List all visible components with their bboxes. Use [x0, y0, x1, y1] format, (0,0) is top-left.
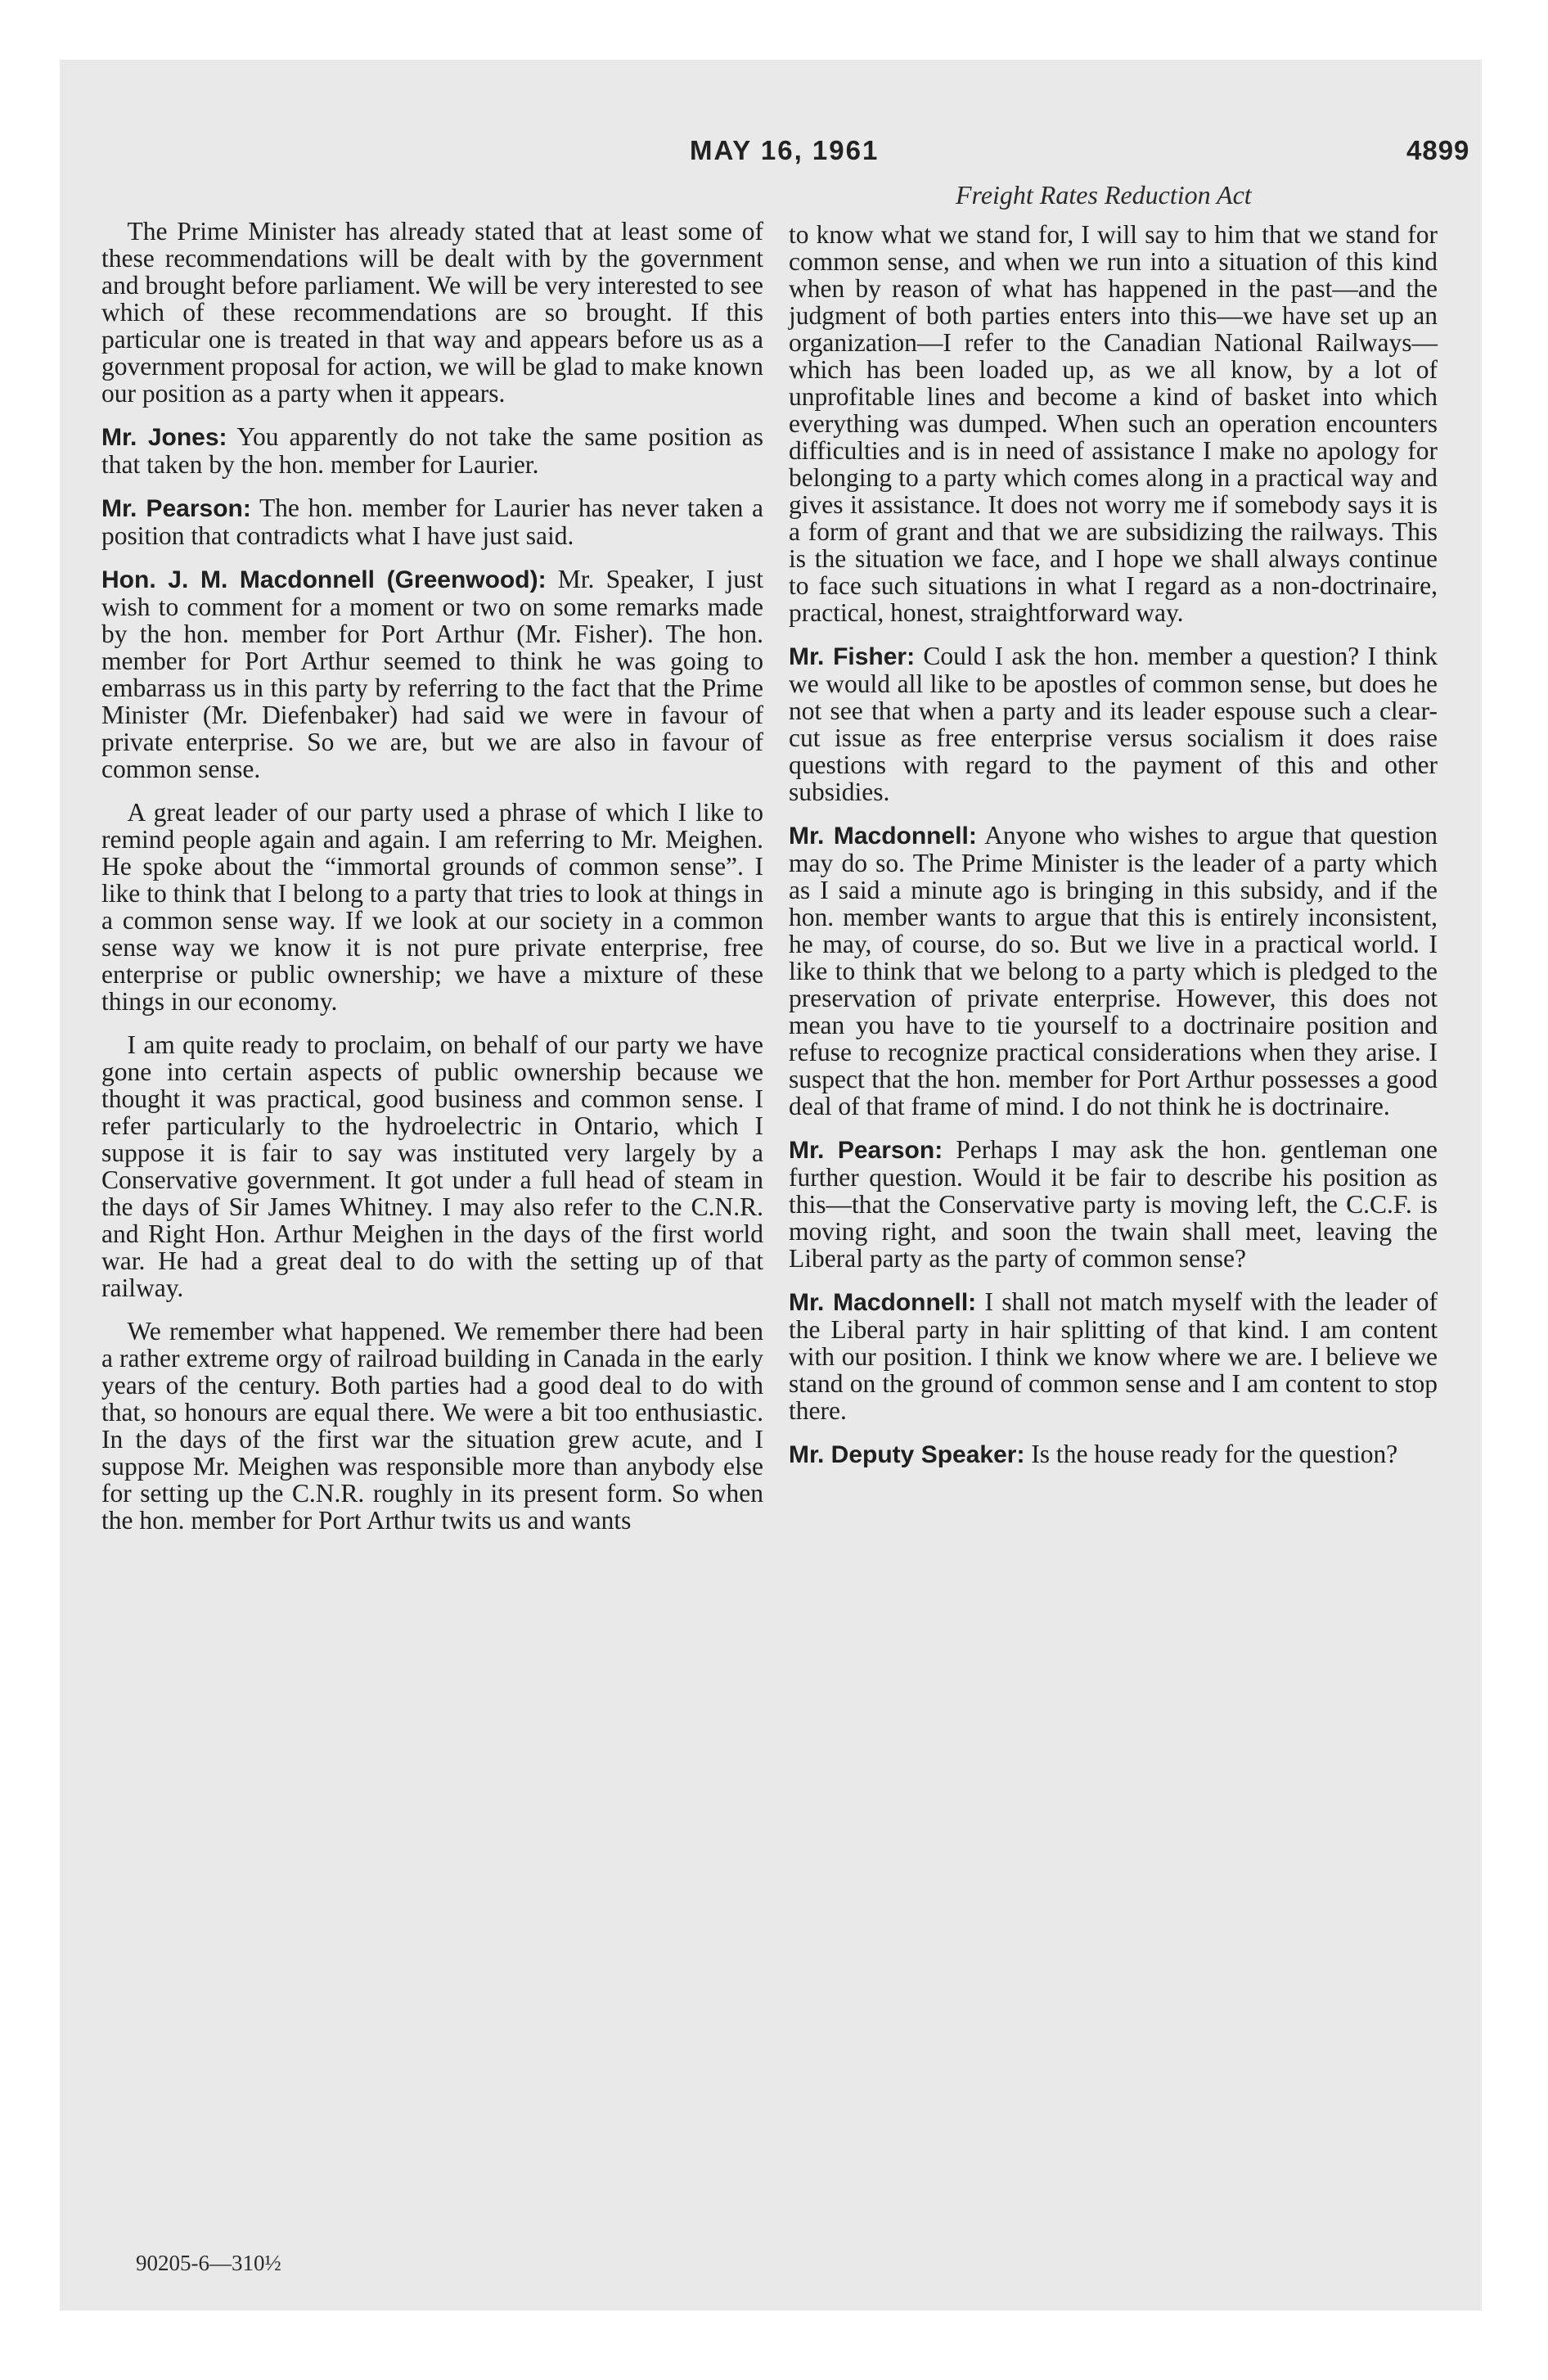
speech-text: The hon. member for Laurier has never taken a position that contradicts what I have just said.	[101, 494, 764, 550]
speech-text: Anyone who wishes to argue that question may do so. The Prime Minister is the leader of a party which as I said a minute ago is bringing in this subsidy, and if the hon. member wants to argue that this is entirely inconsistent, he may, of course, do so. But we live in a practical world. I like to think that we belong to a party which is pledged to the preservation of private enterprise. However, this does not mean you have to tie yourself to a doctrinaire position and refuse to recognize practical considerations when they arise. I suspect that the hon. member for Port Arthur possesses a good deal of that frame of mind. I do not think he is doctrinaire.	[789, 821, 1438, 1120]
speech-paragraph	[789, 642, 1438, 805]
paragraph-text: to know what we stand for, I will say to him that we stand for common sense, and when we run into a situation of this kind when by reason of what has happened in the past—and the judgment of both parties enters into this—we have set up an organization—I refer to the Canadian National Railways—which has been loaded up, as we all know, by a lot of unprofitable lines and become a kind of basket into which everything was dumped. When such an operation encounters difficulties and is in need of assistance I make no apology for belonging to a party which comes along in a practical way and gives it assistance. It does not worry me if somebody says it is a form of grant and that we are subsidizing the railways. This is the situation we face, and I hope we shall always continue to face such situations in what I regard as a non-doctrinaire, practical, honest, straightforward way.	[789, 220, 1438, 627]
left-column	[101, 218, 763, 1550]
paragraph-text: The Prime Minister has already stated that at least some of these recommendations will be dealt with by the government and brought before parliament. We will be very interested to see which of these recommendations are so brought. If this particular one is treated in that way and appears before us as a government proposal for action, we will be glad to make known our position as a party when it appears.	[101, 217, 763, 408]
paragraph	[101, 1318, 763, 1534]
speech-text: Mr. Speaker, I just wish to comment for a moment or two on some remarks made by the hon. member for Port Arthur (Mr. Fisher). The hon. member for Port Arthur seemed to think he was going to embarrass us in this party by referring to the fact that the Prime Minister (Mr. Diefenbaker) had said we were in favour of private enterprise. So we are, but we are also in favour of common sense.	[101, 565, 763, 783]
running-head-subject: Freight Rates Reduction Act	[956, 180, 1252, 210]
speech-text: You apparently do not take the same position as that taken by the hon. member for Laurier.	[101, 422, 763, 479]
speaker-name: Mr. Pearson:	[101, 495, 251, 522]
paragraph	[101, 1031, 763, 1301]
speaker-name: Mr. Jones:	[101, 424, 227, 451]
paragraph-text: We remember what happened. We remember there had been a rather extreme orgy of railroad building in Canada in the early years of the century. Both parties had a good deal to do with that, so honours are equal there. We were a bit too enthusiastic. In the days of the first war the situation grew acute, and I suppose Mr. Meighen was responsible more than anybody else for setting up the C.N.R. roughly in its present form. So when the hon. member for Port Arthur twits us and wants	[101, 1317, 763, 1535]
speech-text: Could I ask the hon. member a question? I think we would all like to be apostles of common sense, but does he not see that when a party and its leader espouse such a clear-cut issue as free enterprise versus socialism it does raise questions with regard to the payment of this and other subsidies.	[789, 642, 1438, 806]
page-number: 4899	[1406, 135, 1470, 165]
paragraph-text: A great leader of our party used a phrase of which I like to remind people again and again. I am referring to Mr. Meighen. He spoke about the “immortal grounds of common sense”. I like to think that I belong to a party that tries to look at things in a common sense way. If we look at our society in a common sense way we know it is not pure private enterprise, free enterprise or public ownership; we have a mixture of these things in our economy.	[101, 798, 763, 1016]
speech-paragraph	[101, 494, 763, 549]
speech-paragraph	[789, 1440, 1438, 1468]
speech-text: Is the house ready for the question?	[1031, 1440, 1398, 1468]
paragraph	[101, 218, 763, 407]
speech-paragraph	[789, 1136, 1438, 1272]
speech-paragraph	[789, 822, 1438, 1120]
speech-paragraph	[789, 1288, 1438, 1424]
speaker-name: Mr. Macdonnell:	[789, 823, 977, 850]
page-date: MAY 16, 1961	[690, 135, 880, 165]
paragraph-text: I am quite ready to proclaim, on behalf of our party we have gone into certain aspects of public ownership because we thought it was practical, good business and common sense. I refer particularly to the hydroelectric in Ontario, which I suppose it is fair to say was instituted very largely by a Conservative government. It got under a full head of steam in the days of Sir James Whitney. I may also refer to the C.N.R. and Right Hon. Arthur Meighen in the days of the first world war. He had a great deal to do with the setting up of that railway.	[101, 1030, 763, 1302]
speaker-name: Mr. Fisher:	[789, 643, 916, 670]
paragraph	[101, 799, 763, 1015]
speech-text: Perhaps I may ask the hon. gentleman one further question. Would it be fair to describe his position as this—that the Conservative party is moving left, the C.C.F. is moving right, and soon the twain shall meet, leaving the Liberal party as the party of common sense?	[789, 1135, 1438, 1273]
right-column	[789, 221, 1438, 1485]
speaker-name: Mr. Deputy Speaker:	[789, 1441, 1025, 1468]
speech-paragraph	[101, 423, 763, 478]
speaker-name: Mr. Pearson:	[789, 1137, 943, 1164]
speaker-name: Mr. Macdonnell:	[789, 1289, 977, 1316]
speech-text: I shall not match myself with the leader of the Liberal party in hair splitting of that kind. I am content with our position. I think we know where we are. I believe we stand on the ground of common sense and I am content to stop there.	[789, 1287, 1438, 1425]
printer-signature: 90205-6—310½	[136, 2251, 281, 2275]
speaker-name: Hon. J. M. Macdonnell (Greenwood):	[101, 566, 547, 593]
paragraph	[789, 221, 1438, 626]
speech-paragraph	[101, 566, 763, 782]
